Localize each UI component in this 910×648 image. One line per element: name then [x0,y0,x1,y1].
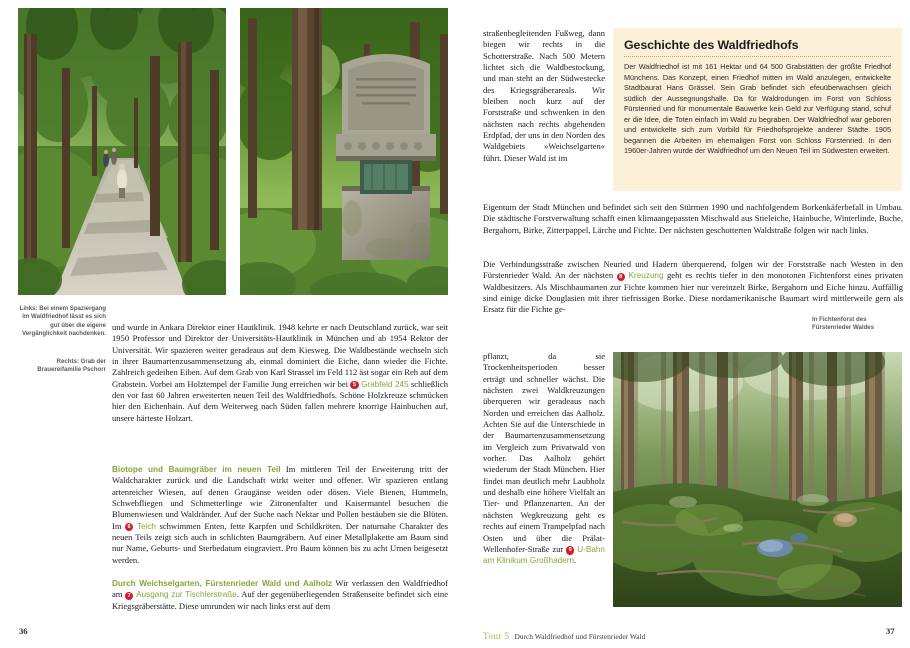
right-paragraph-wide-2 [483,259,903,316]
poi-marker-8: 8 [617,273,625,281]
poi-marker-7: 7 [125,592,133,600]
info-box-body: Der Waldfriedhof ist mit 161 Hektar und 64 500 Grabstätten der größte Friedhof Münchens. Das Konzept, einen Friedhof mitten im Wald anzulegen, entwickelte Stadtbaurat Hans Grässel. Sein Grab befindet sich efeuüberwachsen gleich südlich der Aussegnungshalle. Da für Waldrodungen im Forst von Schloss Fürstenried und für monumentale Bauwerke kein Geld zur Verfügung stand, schuf er die Idee, die Toten einfach im Wald zu begraben. Der Waldfriedhof war geboren und entwickelte sich zum Vorbild für Friedhofsprojekte anderer Städte. 1905 begannen die Arbeiten im ehemaligen Forst von Schloss Fürstenried. In den 1960er-Jahren wurde der Waldfriedhof um den Neuen Teil im Südwesten erweitert. [624,62,891,155]
footer-tour-label: Tour 5 [483,631,510,641]
right-narrow-column-1: straßenbegleitenden Fußweg, dann biegen wir rechts in die Schotterstraße. Nach 500 Metern lichtet sich die Waldbestockung, und man steht an der Südwestecke des Kriegsgräberareals. Wir bleiben noch kurz auf der Forststraße und schwenken in den nächsten nach rechts abgehenden Erdpfad, der uns in den Norden des Waldgebiets »Weichselgarten« führt. Dieser Wald ist im [483,28,605,163]
caption-forest-photo: In Fichtenforst des Fürstenrieder Waldes [812,316,875,332]
poi-label-teich: Teich [136,521,156,531]
subheading-weichselgarten: Durch Weichselgarten, Fürstenrieder Wald und Aalholz [112,579,333,588]
right-paragraph-wide-1: Eigentum der Stadt München und befindet sich seit den Stürmen 1990 und nachfolgendem Borkenkäferbefall in Umbau. Die städtische Forstverwaltung schafft einen klimaangepassten Mischwald aus Stieleiche, Hainbuche, Winterlinde, Buche, Bergahorn, Birke, Zitterpappel, Lärche und Fichte. Der nächsten geschotterten Waldstraße folgen wir nach links. [483,202,903,235]
footer-tour-title: Durch Waldfriedhof und Fürstenrieder Wald [514,632,646,641]
grave-illustration [240,8,448,295]
poi-marker-6: 6 [125,523,133,531]
right-wide2-text-b: geht es rechts tiefer in den monotonen Fichtenforst eines privaten Waldbesitzers. Als Mischbaumarten zur Fichte kommen hier nur vereinzelt Birke, Bergahorn und Eiche hinzu. Auffällig sind einige dicke Douglasien mit ihrer tiefrissigen Borke. Diese nordamerikanische Baumart wird mittlerweile gern als Ersatz für die Fichte ge- [483,270,904,315]
left-para2-text-a: Im mittleren Teil der Erweiterung tritt der Waldcharakter zurück und die Landschaft wirkt weiter und offener. Wir spazieren entlang artenreicher Wiesen, auf denen Graugänse weiden oder dösen. Viele Bienen, Hummeln, Schwebfliegen und Schmetterlinge wie Zitronenfalter und Kaisermantel besuchen die Blumenwiesen und Waldränder. Auf der Suche nach Nektar und Pollen bestäuben sie die Blüten. Im [112,464,448,531]
page-number-right: 37 [886,626,895,636]
photo-fichtenforst [613,352,902,607]
poi-label-grabfeld-245: Grabfeld 245 [361,379,409,389]
left-paragraph-2 [112,464,448,566]
poi-label-kreuzung: Kreuzung [628,271,664,281]
subheading-biotope: Biotope und Baumgräber im neuen Teil [112,465,281,474]
right-narrow2-text-b: . [574,555,577,566]
page-number-left: 36 [19,626,28,636]
caption-left-photo: Links: Bei einem Spaziergang im Waldfriedhof lässt es sich gut über die eigene Vergänglichkeit nachdenken. [19,305,106,338]
left-para3-text-a: Wir verlassen den Waldfriedhof am [112,578,448,600]
photo-waldfriedhof-walkway [18,8,226,295]
poi-label-ubahn-grosshadern: U-Bahn am Klinikum Großhadern [483,544,605,566]
poi-marker-5: 5 [350,381,358,389]
poi-marker-9: 9 [566,546,574,554]
info-box-divider [624,56,891,57]
photo-pschorr-grave [240,8,448,295]
left-para3-text-b: . Auf der gegenüberliegenden Straßenseite befindet sich eine Kriegsgräberstätte. Diese umrunden wir nach links erst auf dem [112,589,448,611]
left-para1-text-b: schließlich den vor fast 60 Jahren erweiterten neuen Teil des Waldfriedhofs. Schöne Holzkreuze schmücken hier den Eichenhain. Auf dem Weiterweg nach Süden fallen mehrere knorrige Hainbuchen auf, unsere härteste Holzart. [112,378,448,423]
right-wide2-text-a: Die Verbindungsstraße zwischen Neuried und Hadern überquerend, folgen wir der Forststraße nach Westen in den Fürstenrieder Wald. An der nächsten [483,259,903,281]
right-narrow-column-2 [483,351,605,567]
left-para1-text-a: und wurde in Ankara Direktor einer Hautklinik. 1948 kehrte er nach Deutschland zurück, war seit 1950 Professor und Direktor der Universitäts-Hautklinik in München und ab 1954 Rektor der Universität. Wir spazieren weiter geradeaus auf dem Kiesweg. Die Waldbestände wechseln sich in ihrer Baumartenzusammensetzung ab, einmal dominiert die Eiche, dann wieder die Fichte. Zahlreich gedeihen Eiben. Auf dem Grab von Karl Strassel im Feld 112 äst sogar ein Reh auf dem Grabstein. Vorbei am Holztempel der Familie Jung erreichen wir bei [112,322,448,389]
footer-running-head [483,626,645,644]
right-narrow2-text-a: pflanzt, da sie Trockenheitsperioden besser erträgt und schneller wächst. Die nächsten zwei Waldkreuzungen überqueren wir geradeaus nach Norden und erreichen das Aalholz. Achten Sie auf die Unterschiede in der Baumartenzusammensetzung im Vergleich zum Privatwald von vorher. Das Aalholz gehört wiederum der Stadt München. Hier findet man deutlich mehr Laubholz und deshalb eine höhere Vielfalt an Tier- und Pflanzenarten. An der nächsten Wegkreuzung geht es rechts auf einem Trampelpfad nach Osten und über die Prälat-Wellenhofer-Straße zur [483,351,605,554]
info-box-title: Geschichte des Waldfriedhofs [624,38,799,52]
left-paragraph-1 [112,322,448,424]
left-para2-text-b: schwimmen Enten, fette Karpfen und Schildkröten. Der naturnahe Charakter des neuen Teils zeigt sich auch in schlichten Baumgräbern. Auf einer Metallplakette am Baum sind nur Name, Geburts- und Sterbedatum eingraviert. Pro Baum können bis zu acht Urnen beigesetzt werden. [112,520,448,565]
poi-label-ausgang-tischlerstrasse: Ausgang zur Tischlerstraße [136,590,237,600]
caption-right-photo: Rechts: Grab der Brauereifamilie Pschorr [37,358,106,374]
left-paragraph-3 [112,578,448,612]
walkway-illustration [18,8,226,295]
forest-illustration [613,352,902,607]
info-box-geschichte [613,28,902,191]
